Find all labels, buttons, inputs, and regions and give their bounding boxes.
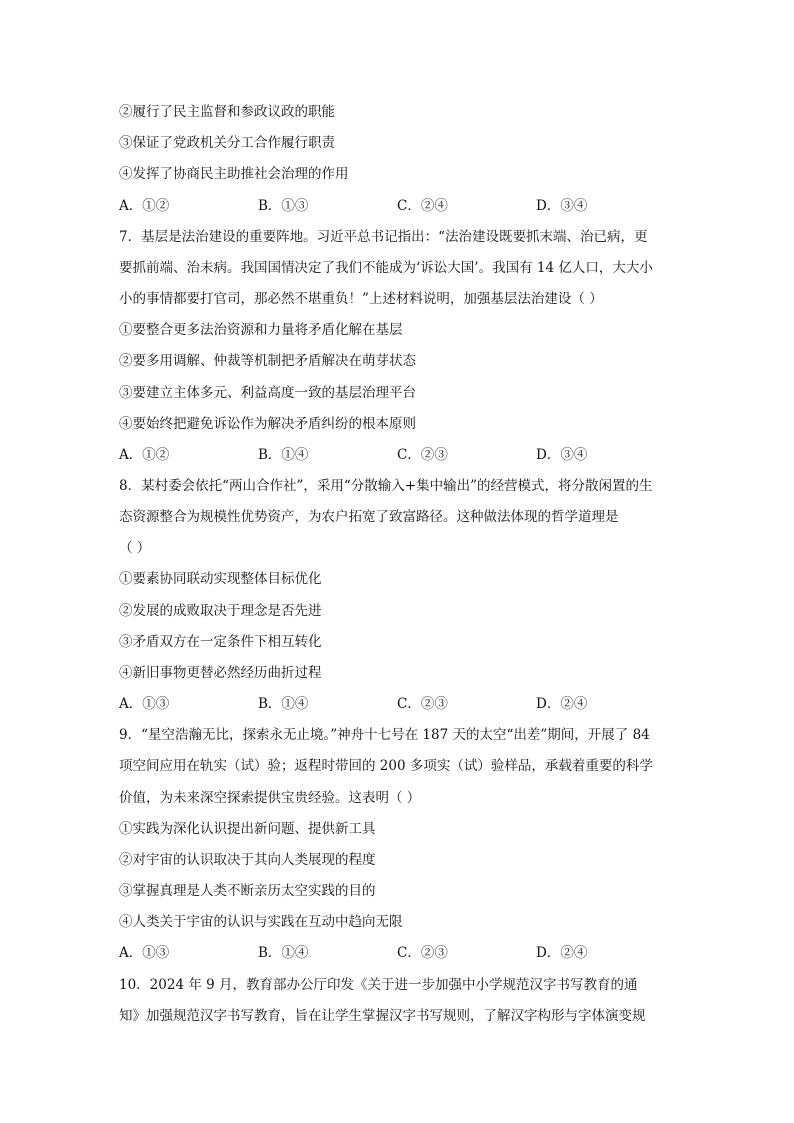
q9-item-1: ①实践为深化认识提出新问题、提供新工具 bbox=[119, 821, 376, 837]
q6-item-2: ②履行了民主监督和参政议政的职能 bbox=[119, 104, 335, 120]
q8-item-1: ①要素协同联动实现整体目标优化 bbox=[119, 571, 322, 587]
q6-options bbox=[119, 196, 679, 216]
q8-stem-line-3: （ ） bbox=[119, 540, 151, 556]
q9-item-4: ④人类关于宇宙的认识与实践在互动中趋向无限 bbox=[119, 914, 403, 930]
q7-item-2: ②要多用调解、仲裁等机制把矛盾解决在萌芽状态 bbox=[119, 353, 416, 369]
q10-stem-line-1: 10．2024 年 9 月，教育部办公厅印发《关于进一步加强中小学规范汉字书写教育的通 bbox=[119, 977, 638, 993]
q7-options bbox=[119, 445, 679, 465]
q7-option-d: D．③④ bbox=[536, 447, 588, 463]
q9-option-c: C．②③ bbox=[397, 945, 448, 961]
q7-stem-line-2: 要抓前端、治未病。我国国情决定了我们不能成为‘诉讼大国’。我国有 14 亿人口，大大小 bbox=[119, 260, 653, 276]
q8-option-d: D．②④ bbox=[536, 696, 588, 712]
q7-stem-line-3: 小的事情都要打官司，那必然不堪重负！”上述材料说明，加强基层法治建设（ ） bbox=[119, 291, 603, 307]
q8-item-3: ③矛盾双方在一定条件下相互转化 bbox=[119, 634, 322, 650]
q6-item-4: ④发挥了协商民主助推社会治理的作用 bbox=[119, 166, 349, 182]
q9-item-2: ②对宇宙的认识取决于其向人类展现的程度 bbox=[119, 852, 376, 868]
q7-option-b: B．①④ bbox=[258, 447, 309, 463]
q8-stem-line-2: 态资源整合为规模性优势资产，为农户拓宽了致富路径。这种做法体现的哲学道理是 bbox=[119, 509, 619, 525]
q7-item-1: ①要整合更多法治资源和力量将矛盾化解在基层 bbox=[119, 322, 403, 338]
q8-option-a: A．①③ bbox=[119, 696, 170, 712]
q8-options bbox=[119, 694, 679, 714]
q9-item-3: ③掌握真理是人类不断亲历太空实践的目的 bbox=[119, 883, 376, 899]
q9-stem-line-2: 项空间应用在轨实（试）验；返程时带回的 200 多项实（试）验样品，承载着重要的科学 bbox=[119, 758, 653, 774]
q9-option-a: A．①③ bbox=[119, 945, 170, 961]
q7-option-a: A．①② bbox=[119, 447, 170, 463]
q9-stem-line-1: 9．“星空浩瀚无比，探索永无止境。”神舟十七号在 187 天的太空“出差”期间，开展了 84 bbox=[119, 727, 650, 743]
q7-item-3: ③要建立主体多元、利益高度一致的基层治理平台 bbox=[119, 385, 416, 401]
q7-option-c: C．②③ bbox=[397, 447, 448, 463]
q6-option-d: D．③④ bbox=[536, 198, 588, 214]
q6-option-a: A．①② bbox=[119, 198, 170, 214]
q6-option-c: C．②④ bbox=[397, 198, 448, 214]
q8-item-2: ②发展的成败取决于理念是否先进 bbox=[119, 603, 322, 619]
q7-stem-line-1: 7．基层是法治建设的重要阵地。习近平总书记指出：“法治建设既要抓末端、治已病，更 bbox=[119, 229, 648, 245]
q8-option-c: C．②③ bbox=[397, 696, 448, 712]
q9-option-b: B．①④ bbox=[258, 945, 309, 961]
q7-item-4: ④要始终把避免诉讼作为解决矛盾纠纷的根本原则 bbox=[119, 416, 416, 432]
q9-stem-line-3: 价值，为未来深空探索提供宝贵经验。这表明（ ） bbox=[119, 790, 421, 806]
q6-option-b: B．①③ bbox=[258, 198, 309, 214]
q10-stem-line-2: 知》加强规范汉字书写教育，旨在让学生掌握汉字书写规则，了解汉字构形与字体演变规 bbox=[119, 1008, 646, 1024]
q8-option-b: B．①④ bbox=[258, 696, 309, 712]
q6-item-3: ③保证了党政机关分工合作履行职责 bbox=[119, 135, 335, 151]
q8-item-4: ④新旧事物更替必然经历曲折过程 bbox=[119, 665, 322, 681]
q9-option-d: D．②④ bbox=[536, 945, 588, 961]
q8-stem-line-1: 8．某村委会依托“两山合作社”，采用“分散输入+集中输出”的经营模式，将分散闲置的生 bbox=[119, 478, 653, 494]
q9-options bbox=[119, 943, 679, 963]
